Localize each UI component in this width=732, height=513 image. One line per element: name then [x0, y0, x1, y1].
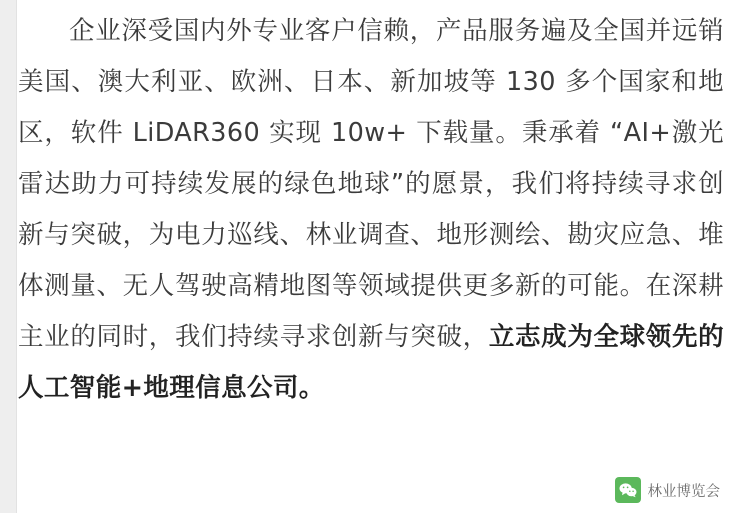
- left-accent-bar: [0, 0, 16, 513]
- article-body: [18, 6, 732, 414]
- account-footer[interactable]: [615, 477, 721, 503]
- account-name-label: 林业博览会: [647, 483, 720, 500]
- paragraph-closing-text: 立志成为全球领先的人工智能+地理信息公司。: [18, 322, 725, 403]
- article-paragraph: [18, 6, 724, 414]
- wechat-icon: [615, 477, 641, 503]
- paragraph-lead-text: 企业深受国内外专业客户信赖，产品服务遍及全国并远销美国、澳大利亚、欧洲、日本、新加坡等 130 多个国家和地区，软件 LiDAR360 实现 10w+ 下载量。秉承着 “AI+激光雷达助力可持续发展的绿色地球”的愿景，我们将持续寻求创新与突破，为电力巡线、林业调查、地形测绘、勘灾应急、堆体测量、无人驾驶高精地图等领域提供更多新的可能。在深耕主业的同时，我们持续寻求创新与突破，: [18, 16, 724, 352]
